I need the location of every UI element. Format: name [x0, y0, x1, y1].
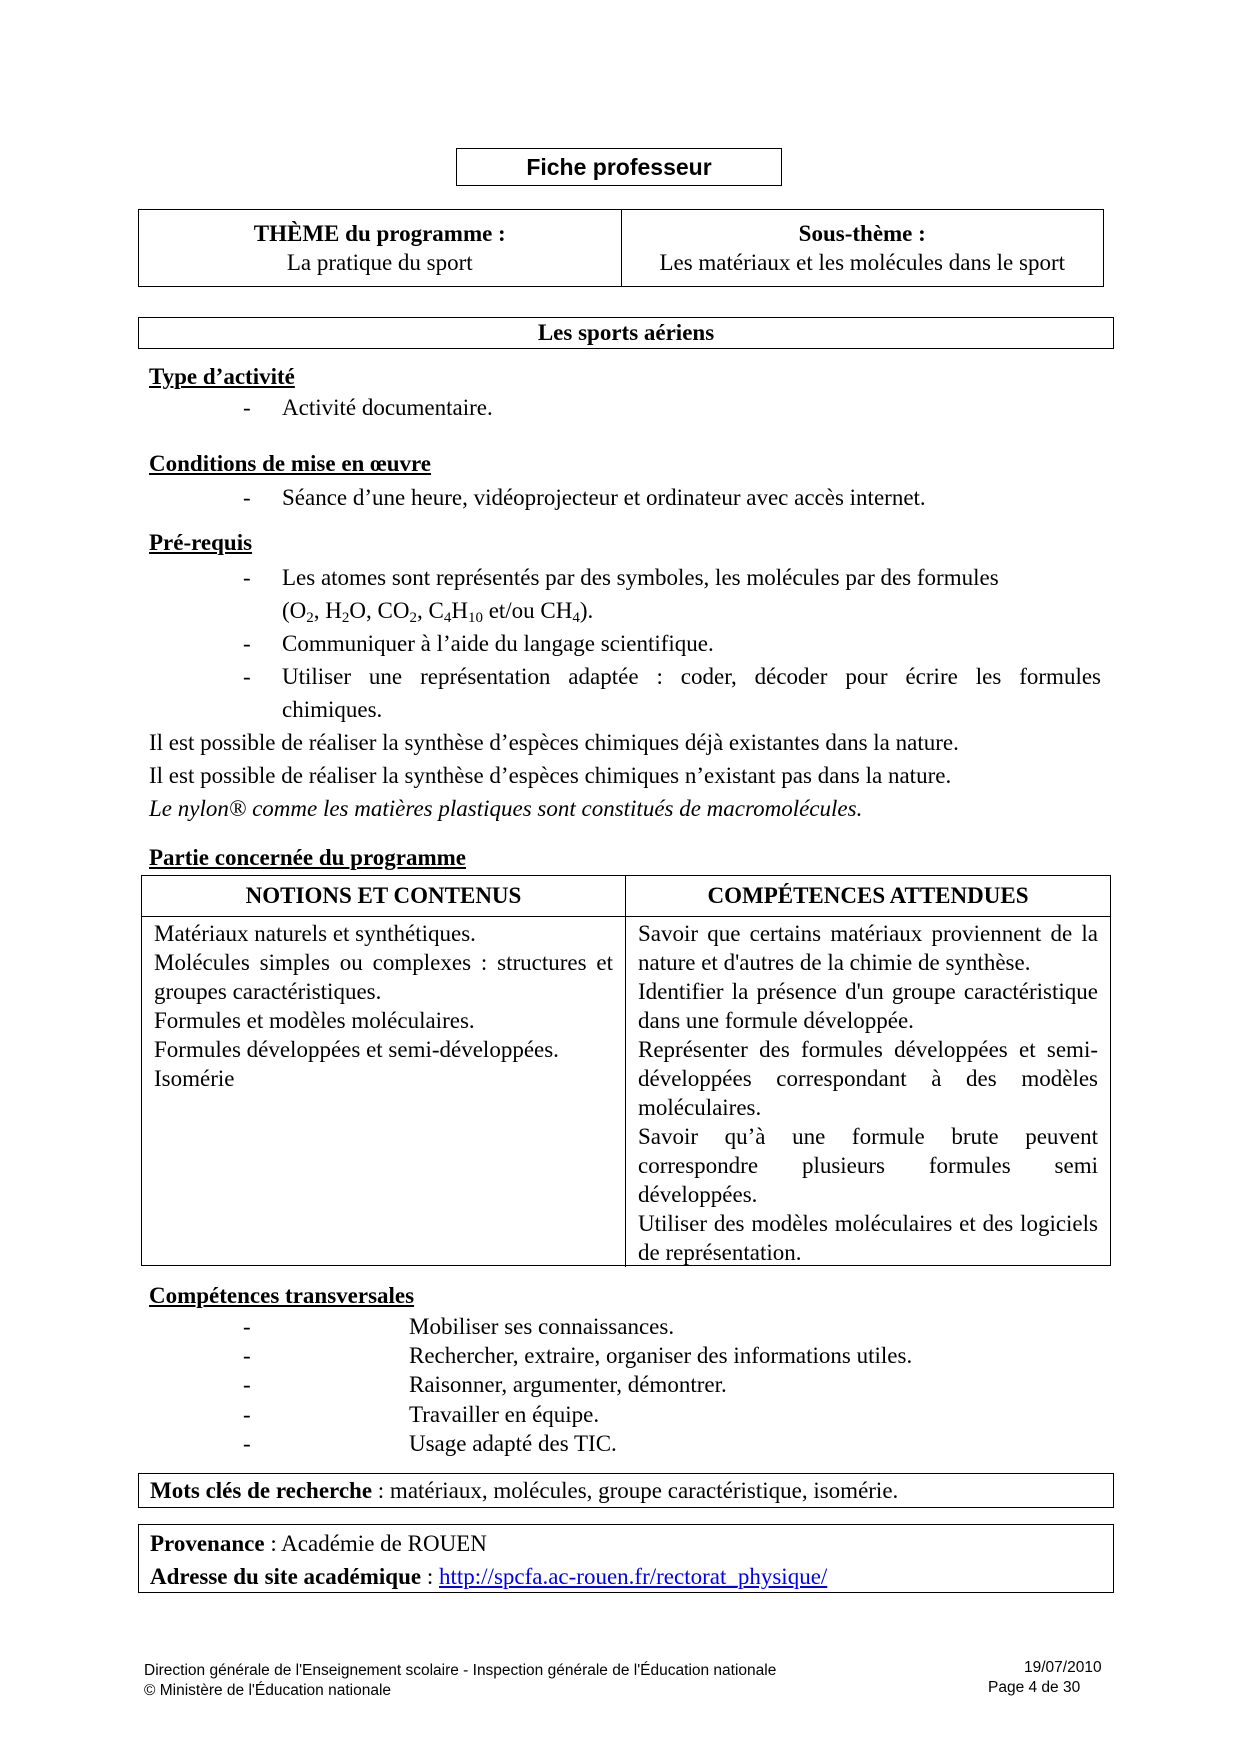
prerequis-item-3-cont: chimiques.: [282, 697, 383, 722]
competence-item: Utiliser des modèles moléculaires et des logiciels de représentation.: [638, 1211, 1098, 1265]
mots-cles-label: Mots clés de recherche: [150, 1477, 373, 1503]
footer-page: Page 4 de 30: [988, 1679, 1081, 1696]
mots-cles-value: : matériaux, molécules, groupe caractéristique, isomérie.: [372, 1477, 899, 1503]
type-activite-item: Activité documentaire.: [282, 395, 493, 420]
provenance-label: Provenance: [150, 1531, 265, 1556]
bullet-dash: -: [243, 565, 251, 590]
transversale-item: Mobiliser ses connaissances.: [409, 1314, 675, 1339]
competence-item: Identifier la présence d'un groupe caractéristique dans une formule développée.: [638, 979, 1098, 1033]
conditions-heading: Conditions de mise en œuvre: [149, 451, 431, 476]
footer-date: 19/07/2010: [1024, 1659, 1102, 1676]
prerequis-item-1: Les atomes sont représentés par des symboles, les molécules par des formules: [282, 565, 999, 590]
footer-line-1: Direction générale de l'Enseignement scolaire - Inspection générale de l'Éducation nationale: [144, 1662, 777, 1679]
transversale-item: Raisonner, argumenter, démontrer.: [409, 1372, 727, 1397]
transversale-item: Travailler en équipe.: [409, 1402, 600, 1427]
prerequis-heading: Pré-requis: [149, 530, 253, 555]
bullet-dash: -: [243, 1314, 251, 1339]
fiche-professeur-title: Fiche professeur: [456, 148, 782, 186]
site-separator: :: [421, 1564, 439, 1589]
bullet-dash: -: [243, 485, 251, 510]
bullet-dash: -: [243, 1343, 251, 1368]
competence-item: Savoir que certains matériaux proviennent de la nature et d'autres de la chimie de synthèse.: [638, 921, 1098, 975]
bullet-dash: -: [243, 664, 251, 689]
site-link[interactable]: http://spcfa.ac-rouen.fr/rectorat_physique/: [439, 1564, 828, 1589]
sous-theme-value: Les matériaux et les molécules dans le sport: [659, 250, 1066, 275]
prerequis-paragraph-1: Il est possible de réaliser la synthèse d’espèces chimiques déjà existantes dans la nature.: [149, 730, 959, 755]
notion-item: Matériaux naturels et synthétiques.: [154, 921, 476, 946]
notions-header: NOTIONS ET CONTENUS: [142, 876, 626, 917]
sous-theme-cell: [621, 210, 1104, 286]
notion-item: Formules développées et semi-développées.: [154, 1037, 559, 1062]
transversale-item: Usage adapté des TIC.: [409, 1431, 617, 1456]
notion-item: Formules et modèles moléculaires.: [154, 1008, 475, 1033]
transversale-item: Rechercher, extraire, organiser des informations utiles.: [409, 1343, 913, 1368]
bullet-dash: -: [243, 631, 251, 656]
prerequis-formulas: [282, 594, 593, 627]
footer-line-2: © Ministère de l'Éducation nationale: [144, 1682, 392, 1699]
programme-table: [141, 875, 1111, 1266]
bullet-dash: -: [243, 1431, 251, 1456]
type-activite-heading: Type d’activité: [149, 364, 295, 389]
section-title: Les sports aériens: [138, 317, 1114, 349]
provenance-value: : Académie de ROUEN: [264, 1531, 487, 1556]
theme-table: [138, 209, 1104, 287]
prerequis-item-2: Communiquer à l’aide du langage scientifique.: [282, 631, 714, 656]
prerequis-item-3: Utiliser une représentation adaptée : coder, décoder pour écrire les formules: [282, 664, 1101, 689]
conditions-item: Séance d’une heure, vidéoprojecteur et ordinateur avec accès internet.: [282, 485, 926, 510]
theme-value: La pratique du sport: [286, 250, 473, 275]
notion-item: Molécules simples ou complexes : structures et groupes caractéristiques.: [154, 950, 613, 1004]
mots-cles-box: [138, 1473, 1114, 1508]
competences-header: COMPÉTENCES ATTENDUES: [626, 876, 1110, 917]
provenance-box: [138, 1524, 1114, 1593]
theme-heading: THÈME du programme :: [253, 221, 506, 246]
programme-heading: Partie concernée du programme: [149, 845, 467, 870]
bullet-dash: -: [243, 1402, 251, 1427]
prerequis-paragraph-3: Le nylon® comme les matières plastiques sont constitués de macromolécules.: [149, 796, 863, 821]
competence-item: Savoir qu’à une formule brute peuvent correspondre plusieurs formules semi développées.: [638, 1124, 1098, 1207]
site-label: Adresse du site académique: [150, 1564, 422, 1589]
prerequis-paragraph-2: Il est possible de réaliser la synthèse d’espèces chimiques n’existant pas dans la nature.: [149, 763, 952, 788]
notions-cell: [142, 917, 626, 1267]
transversales-heading: Compétences transversales: [149, 1283, 415, 1308]
sous-theme-heading: Sous-thème :: [798, 221, 926, 246]
formula-line: ($O_2$, $H_2O$, $CO_2$, $C_4H_{10}$ et/ou $CH_4$).: [282, 598, 594, 626]
bullet-dash: -: [243, 395, 251, 420]
notion-item: Isomérie: [154, 1066, 235, 1091]
bullet-dash: -: [243, 1372, 251, 1397]
theme-cell: [139, 210, 621, 286]
competences-cell: [626, 917, 1110, 1267]
competence-item: Représenter des formules développées et semi-développées correspondant à des modèles moléculaires.: [638, 1037, 1098, 1120]
